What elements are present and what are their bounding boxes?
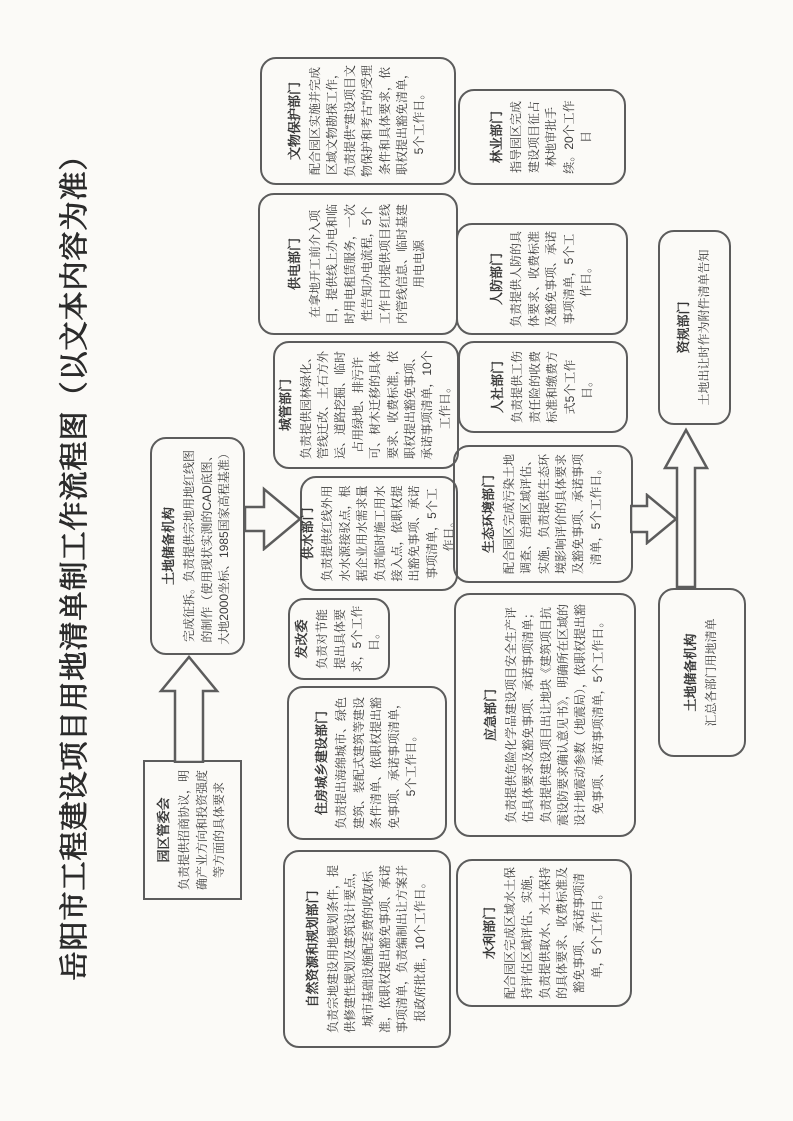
dept-box-water-supply [300,476,458,591]
box-land-reserve-top-title: 土地储备机构 [161,507,177,586]
box-park-committee [143,760,242,900]
dept-box-civil-air-defense [456,223,628,335]
box-land-reserve-bottom-title: 土地储备机构 [683,633,699,712]
dept-title: 人防部门 [488,253,504,306]
dept-title: 自然资源和规划部门 [304,890,320,1008]
dept-box-water-resources [456,859,632,1007]
dept-body: 在拿地开工前介入项目，提供线上办电和临时用电租赁服务，一次性告知办电流程，5个工作日内提供项目红线内管线信息、临时基建用电电源 [308,204,427,325]
dept-title: 林业部门 [488,111,504,164]
box-land-reserve-bottom-body: 汇总各部门用地清单 [704,618,719,727]
dept-box-urban-management [273,341,459,469]
dept-title: 人社部门 [489,361,505,414]
dept-box-cultural-relics-protection [260,57,456,185]
arrow-park-to-land-reserve-icon [158,653,220,763]
dept-title: 发改委 [294,619,310,659]
dept-body: 负责提供红线外用水水源接驳点，根据企业用水需求量负责临时施工用水接入点，依职权提出豁免事项、承诺事项清单，5个工作日。 [320,485,457,582]
dept-body: 指导园区完成建设项目征占林地审批手续。20个工作日 [509,100,594,174]
dept-title: 城管部门 [277,379,293,432]
dept-body: 负责提供人防的具体要求、收费标准及豁免事项、承诺事项清单，5个工作日。 [509,230,594,327]
box-land-reserve-bottom [658,588,746,757]
dept-title: 应急部门 [482,689,498,742]
page-title: 岳阳市工程建设项目用地清单制工作流程图（以文本内容为准） [59,140,91,981]
box-planning-dept-body: 土地出让时作为附件清单告知 [696,249,711,406]
box-planning-dept-title: 资规部门 [675,301,691,354]
dept-title: 住房城乡建设部门 [313,711,329,816]
dept-box-ecological-environment [453,445,633,583]
dept-title: 生态环境部门 [480,475,496,554]
dept-body: 负责提出海绵城市、绿色建筑、装配式建筑等建设条件清单、依职权提出豁免事项、承诺事项清单，5个工作日。 [334,697,419,830]
dept-body: 配合园区完成区域水土保持评估区域评估、实施，负责提供取水、水土保持的具体要求、收费标准及豁免事项、承诺事项清单，5个工作日。 [502,866,604,999]
box-park-committee-title: 园区管委会 [156,797,172,863]
arrow-summary-to-planning-icon [662,426,710,588]
dept-body: 负责提供危险化学品建设项目安全生产评估具体要求及豁免事项、承诺事项清单；负责提供建设项目出让地块《建筑项目抗震设防要求确认意见书》，明确所在区域的设计地震动参数（地震局），依职权提出豁免事项、承诺事项清单，5个工作日。 [503,604,605,827]
box-planning-dept [658,230,731,425]
dept-box-human-resources-social-security [458,341,628,433]
dept-body: 配合园区实施并完成区域文物勘探工作，负责提供“建设项目文物保护和考古”的受理条件和具体要求，依职权提出豁免清单，5个工作日。 [308,65,427,177]
dept-title: 水利部门 [481,907,497,960]
dept-body: 负责对节能提出具体要求，5个工作日。 [315,605,382,673]
dept-box-power-supply [258,193,458,335]
dept-box-emergency-management [454,593,636,837]
dept-box-housing-urban-rural [287,686,447,840]
dept-body: 负责提供工伤责任险的收费标准和缴费方式5个工作日。 [510,351,595,424]
box-land-reserve-top [150,437,245,655]
dept-body: 配合园区完成污染土地调查、治理区域评估、实施，负责提供生态环境影响评价的具体要求及豁免事项、承诺事项清单，5个工作日。 [501,454,603,575]
dept-box-forestry [458,89,626,185]
box-land-reserve-top-body: 完成征拆。负责提供宗地用地红线图的制作（使用现状实测的CAD底图、大地2000坐标、1985国家高程基准） [182,447,232,645]
dept-box-development-reform [288,598,390,680]
dept-box-natural-resources-planning [283,850,451,1048]
dept-title: 文物保护部门 [287,82,303,161]
arrow-land-reserve-to-departments-icon [244,485,302,551]
dept-body: 负责宗地建设用地规划条件，提供修建性规划及建筑设计要点，城市基础设施配套费的收取标准，依职权提出豁免事项、承诺事项清单，负责编制出让方案并报政府批准，10个工作日。 [325,865,427,1034]
dept-title: 供电部门 [287,238,303,291]
dept-title: 供水部门 [299,507,315,560]
dept-body: 负责提供园林绿化、管线迁改、土石方外运、道路挖掘、临时占用绿地、排污许可、树木迁移的具体要求、收费标准，依职权提出豁免事项、承诺事项清单，10个工作日。 [298,350,452,460]
box-park-committee-body: 负责提供招商协议，明确产业方向和投资强度等方面的具体要求 [177,770,227,891]
